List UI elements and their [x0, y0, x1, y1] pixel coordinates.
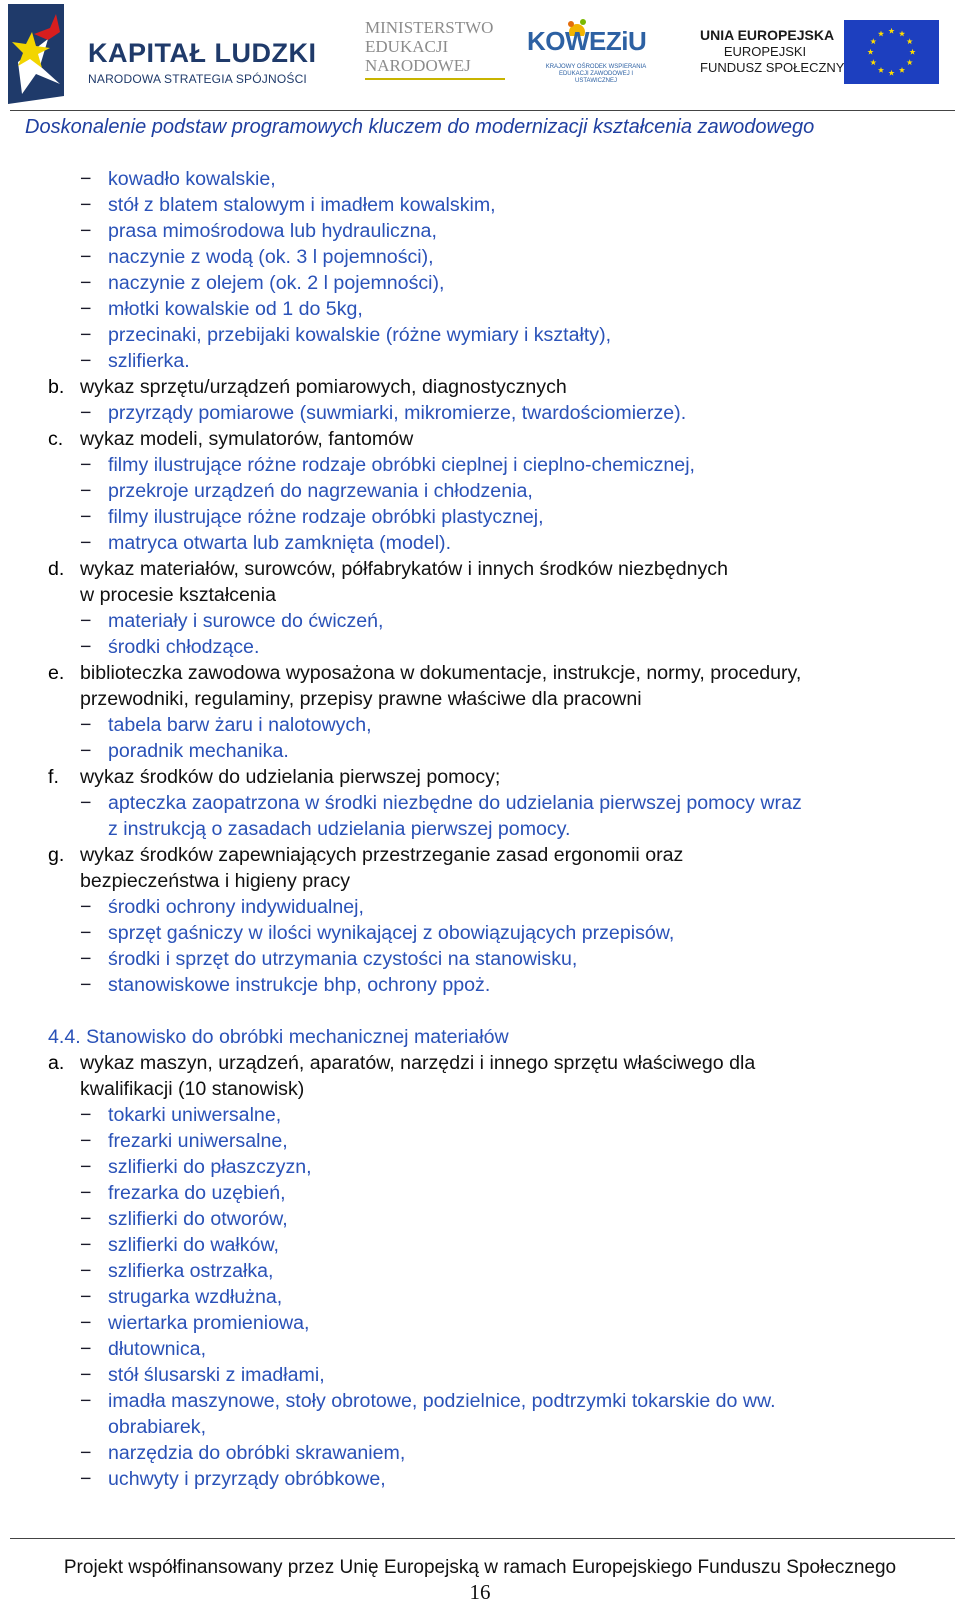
list-item-text: przekroje urządzeń do nagrzewania i chłodzenia,	[108, 480, 533, 502]
list-item	[0, 816, 960, 842]
dash-bullet: −	[80, 532, 92, 554]
dash-bullet: −	[80, 350, 92, 372]
item-heading-text: wykaz modeli, symulatorów, fantomów	[80, 428, 414, 450]
dash-bullet: −	[80, 324, 92, 346]
dash-bullet: −	[80, 896, 92, 918]
section-item	[0, 426, 960, 452]
section-item	[0, 764, 960, 790]
header-rule	[10, 110, 955, 111]
dash-bullet: −	[80, 922, 92, 944]
dash-bullet: −	[80, 1390, 92, 1412]
list-item	[0, 218, 960, 244]
list-item-text: naczynie z olejem (ok. 2 l pojemności),	[108, 272, 445, 294]
list-item-text: stół z blatem stalowym i imadłem kowalskim,	[108, 194, 496, 216]
item-heading-text: wykaz materiałów, surowców, półfabrykatów i innych środków niezbędnych	[80, 558, 728, 580]
eu-line-3: FUNDUSZ SPOŁECZNY	[700, 60, 845, 75]
list-item	[0, 946, 960, 972]
item-marker: e.	[48, 662, 65, 684]
dash-bullet: −	[80, 1182, 92, 1204]
kapital-ludzki-logo	[8, 4, 317, 104]
list-item	[0, 1206, 960, 1232]
eu-text	[700, 27, 845, 76]
ministry-logo	[365, 18, 505, 82]
list-item-text: filmy ilustrujące różne rodzaje obróbki plastycznej,	[108, 506, 544, 528]
dash-bullet: −	[80, 506, 92, 528]
list-item	[0, 972, 960, 998]
list-item-text: młotki kowalskie od 1 do 5kg,	[108, 298, 363, 320]
list-item-text: kowadło kowalskie,	[108, 168, 276, 190]
list-item	[0, 1310, 960, 1336]
item-heading-text: przewodniki, regulaminy, przepisy prawne właściwe dla pracowni	[80, 688, 642, 710]
section-item-continuation	[0, 1076, 960, 1102]
item-marker: a.	[48, 1052, 65, 1074]
item-heading-text: wykaz środków zapewniających przestrzeganie zasad ergonomii oraz	[80, 844, 684, 866]
equipment-list	[0, 166, 960, 1492]
list-item	[0, 400, 960, 426]
dash-bullet: −	[80, 1260, 92, 1282]
list-item	[0, 296, 960, 322]
kapital-ludzki-subtitle: NARODOWA STRATEGIA SPÓJNOŚCI	[88, 72, 307, 86]
section-heading	[0, 1024, 960, 1050]
dash-bullet: −	[80, 1104, 92, 1126]
list-item-text: wiertarka promieniowa,	[108, 1312, 310, 1334]
dash-bullet: −	[80, 740, 92, 762]
list-item-text: dłutownica,	[108, 1338, 207, 1360]
list-item-text: obrabiarek,	[108, 1416, 207, 1438]
list-item	[0, 504, 960, 530]
list-item	[0, 1128, 960, 1154]
dash-bullet: −	[80, 1208, 92, 1230]
section-item	[0, 1050, 960, 1076]
list-item-text: z instrukcją o zasadach udzielania pierwszej pomocy.	[108, 818, 571, 840]
list-item	[0, 712, 960, 738]
section-item	[0, 374, 960, 400]
list-item	[0, 608, 960, 634]
footer-rule	[10, 1538, 955, 1539]
item-heading-text: biblioteczka zawodowa wyposażona w dokumentacje, instrukcje, normy, procedury,	[80, 662, 802, 684]
list-item-text: naczynie z wodą (ok. 3 l pojemności),	[108, 246, 434, 268]
list-item	[0, 478, 960, 504]
list-item-text: tabela barw żaru i nalotowych,	[108, 714, 372, 736]
kapital-ludzki-emblem	[8, 4, 68, 104]
list-item-text: szlifierki do wałków,	[108, 1234, 279, 1256]
list-item	[0, 1440, 960, 1466]
section-item-continuation	[0, 686, 960, 712]
item-heading-text: wykaz maszyn, urządzeń, aparatów, narzędzi i innego sprzętu właściwego dla	[80, 1052, 756, 1074]
kapital-ludzki-title: KAPITAŁ LUDZKI	[88, 38, 317, 68]
dash-bullet: −	[80, 948, 92, 970]
dash-bullet: −	[80, 1312, 92, 1334]
list-item-text: prasa mimośrodowa lub hydrauliczna,	[108, 220, 437, 242]
dash-bullet: −	[80, 1338, 92, 1360]
item-marker: f.	[48, 766, 59, 788]
list-item-text: narzędzia do obróbki skrawaniem,	[108, 1442, 406, 1464]
list-item	[0, 1258, 960, 1284]
list-item	[0, 452, 960, 478]
dash-bullet: −	[80, 1442, 92, 1464]
list-item-text: strugarka wzdłużna,	[108, 1286, 283, 1308]
section-item-continuation	[0, 868, 960, 894]
document-title: Doskonalenie podstaw programowych kluczem do modernizacji kształcenia zawodowego	[25, 116, 815, 138]
dash-bullet: −	[80, 298, 92, 320]
section-item-continuation	[0, 582, 960, 608]
eu-logo	[700, 25, 950, 85]
list-item	[0, 1388, 960, 1414]
ministry-underline	[365, 78, 505, 80]
list-item-text: filmy ilustrujące różne rodzaje obróbki cieplnej i cieplno-chemicznej,	[108, 454, 695, 476]
list-item-text: szlifierka.	[108, 350, 190, 372]
koweziu-title: KOWEZiU	[527, 26, 647, 56]
dash-bullet: −	[80, 402, 92, 424]
dash-bullet: −	[80, 246, 92, 268]
item-marker: b.	[48, 376, 65, 398]
list-item-text: stanowiskowe instrukcje bhp, ochrony ppoż.	[108, 974, 491, 996]
dash-bullet: −	[80, 1156, 92, 1178]
ministry-line-1: MINISTERSTWO	[365, 18, 494, 37]
list-item	[0, 1154, 960, 1180]
list-item-text: uchwyty i przyrządy obróbkowe,	[108, 1468, 386, 1490]
list-item-text: imadła maszynowe, stoły obrotowe, podzielnice, podtrzymki tokarskie do ww.	[108, 1390, 776, 1412]
section-item	[0, 842, 960, 868]
list-item-text: matryca otwarta lub zamknięta (model).	[108, 532, 452, 554]
ministry-line-3: NARODOWEJ	[365, 56, 471, 75]
section-item	[0, 660, 960, 686]
list-item	[0, 1414, 960, 1440]
dash-bullet: −	[80, 454, 92, 476]
list-item	[0, 1336, 960, 1362]
dash-bullet: −	[80, 1286, 92, 1308]
section-item	[0, 556, 960, 582]
item-heading-text: kwalifikacji (10 stanowisk)	[80, 1078, 305, 1100]
list-item	[0, 166, 960, 192]
list-item-text: frezarka do uzębień,	[108, 1182, 286, 1204]
list-item	[0, 920, 960, 946]
koweziu-subtitle: KRAJOWY OŚRODEK WSPIERANIA EDUKACJI ZAWODOWEJ I USTAWICZNEJ	[545, 64, 647, 84]
list-item-text: środki ochrony indywidualnej,	[108, 896, 364, 918]
dash-bullet: −	[80, 636, 92, 658]
list-item	[0, 244, 960, 270]
list-item-text: apteczka zaopatrzona w środki niezbędne do udzielania pierwszej pomocy wraz	[108, 792, 802, 814]
item-heading-text: bezpieczeństwa i higieny pracy	[80, 870, 351, 892]
dash-bullet: −	[80, 1468, 92, 1490]
koweziu-logo	[527, 16, 647, 86]
list-item	[0, 192, 960, 218]
list-item-text: przecinaki, przebijaki kowalskie (różne wymiary i kształty),	[108, 324, 612, 346]
list-item	[0, 1284, 960, 1310]
list-item-text: szlifierki do otworów,	[108, 1208, 288, 1230]
list-item	[0, 530, 960, 556]
dash-bullet: −	[80, 194, 92, 216]
dash-bullet: −	[80, 168, 92, 190]
list-item-text: sprzęt gaśniczy w ilości wynikającej z obowiązujących przepisów,	[108, 922, 675, 944]
list-item	[0, 1466, 960, 1492]
dash-bullet: −	[80, 220, 92, 242]
eu-flag-icon	[844, 20, 939, 84]
dash-bullet: −	[80, 714, 92, 736]
list-item	[0, 738, 960, 764]
item-marker: d.	[48, 558, 65, 580]
list-item-text: środki i sprzęt do utrzymania czystości na stanowisku,	[108, 948, 578, 970]
list-item-text: tokarki uniwersalne,	[108, 1104, 282, 1126]
list-item	[0, 1362, 960, 1388]
list-item-text: środki chłodzące.	[108, 636, 260, 658]
dash-bullet: −	[80, 974, 92, 996]
list-item	[0, 894, 960, 920]
list-item-text: szlifierki do płaszczyzn,	[108, 1156, 312, 1178]
section-title: 4.4. Stanowisko do obróbki mechanicznej materiałów	[48, 1026, 509, 1048]
item-heading-text: wykaz sprzętu/urządzeń pomiarowych, diagnostycznych	[80, 376, 567, 398]
dash-bullet: −	[80, 480, 92, 502]
list-item	[0, 1232, 960, 1258]
list-item-text: szlifierka ostrzałka,	[108, 1260, 274, 1282]
list-item	[0, 322, 960, 348]
list-item	[0, 790, 960, 816]
dash-bullet: −	[80, 1130, 92, 1152]
list-item-text: poradnik mechanika.	[108, 740, 289, 762]
list-item	[0, 270, 960, 296]
list-item	[0, 1102, 960, 1128]
item-marker: g.	[48, 844, 65, 866]
item-heading-text: wykaz środków do udzielania pierwszej pomocy;	[80, 766, 501, 788]
list-item-text: materiały i surowce do ćwiczeń,	[108, 610, 384, 632]
list-item	[0, 634, 960, 660]
list-item-text: przyrządy pomiarowe (suwmiarki, mikromierze, twardościomierze).	[108, 402, 687, 424]
item-marker: c.	[48, 428, 64, 450]
page-number: 16	[469, 1580, 491, 1604]
dash-bullet: −	[80, 272, 92, 294]
list-item-text: frezarki uniwersalne,	[108, 1130, 288, 1152]
dash-bullet: −	[80, 1364, 92, 1386]
dash-bullet: −	[80, 792, 92, 814]
dash-bullet: −	[80, 610, 92, 632]
eu-line-2: EUROPEJSKI	[723, 44, 807, 59]
footer-text: Projekt współfinansowany przez Unię Europejską w ramach Europejskiego Funduszu Społecznego	[63, 1557, 897, 1578]
ministry-line-2: EDUKACJI	[365, 37, 449, 56]
list-item	[0, 348, 960, 374]
blank-line	[0, 998, 960, 1024]
eu-line-1: UNIA EUROPEJSKA	[700, 27, 835, 43]
dash-bullet: −	[80, 1234, 92, 1256]
item-heading-text: w procesie kształcenia	[80, 584, 277, 606]
header-logos	[0, 0, 960, 108]
list-item-text: stół ślusarski z imadłami,	[108, 1364, 325, 1386]
list-item	[0, 1180, 960, 1206]
